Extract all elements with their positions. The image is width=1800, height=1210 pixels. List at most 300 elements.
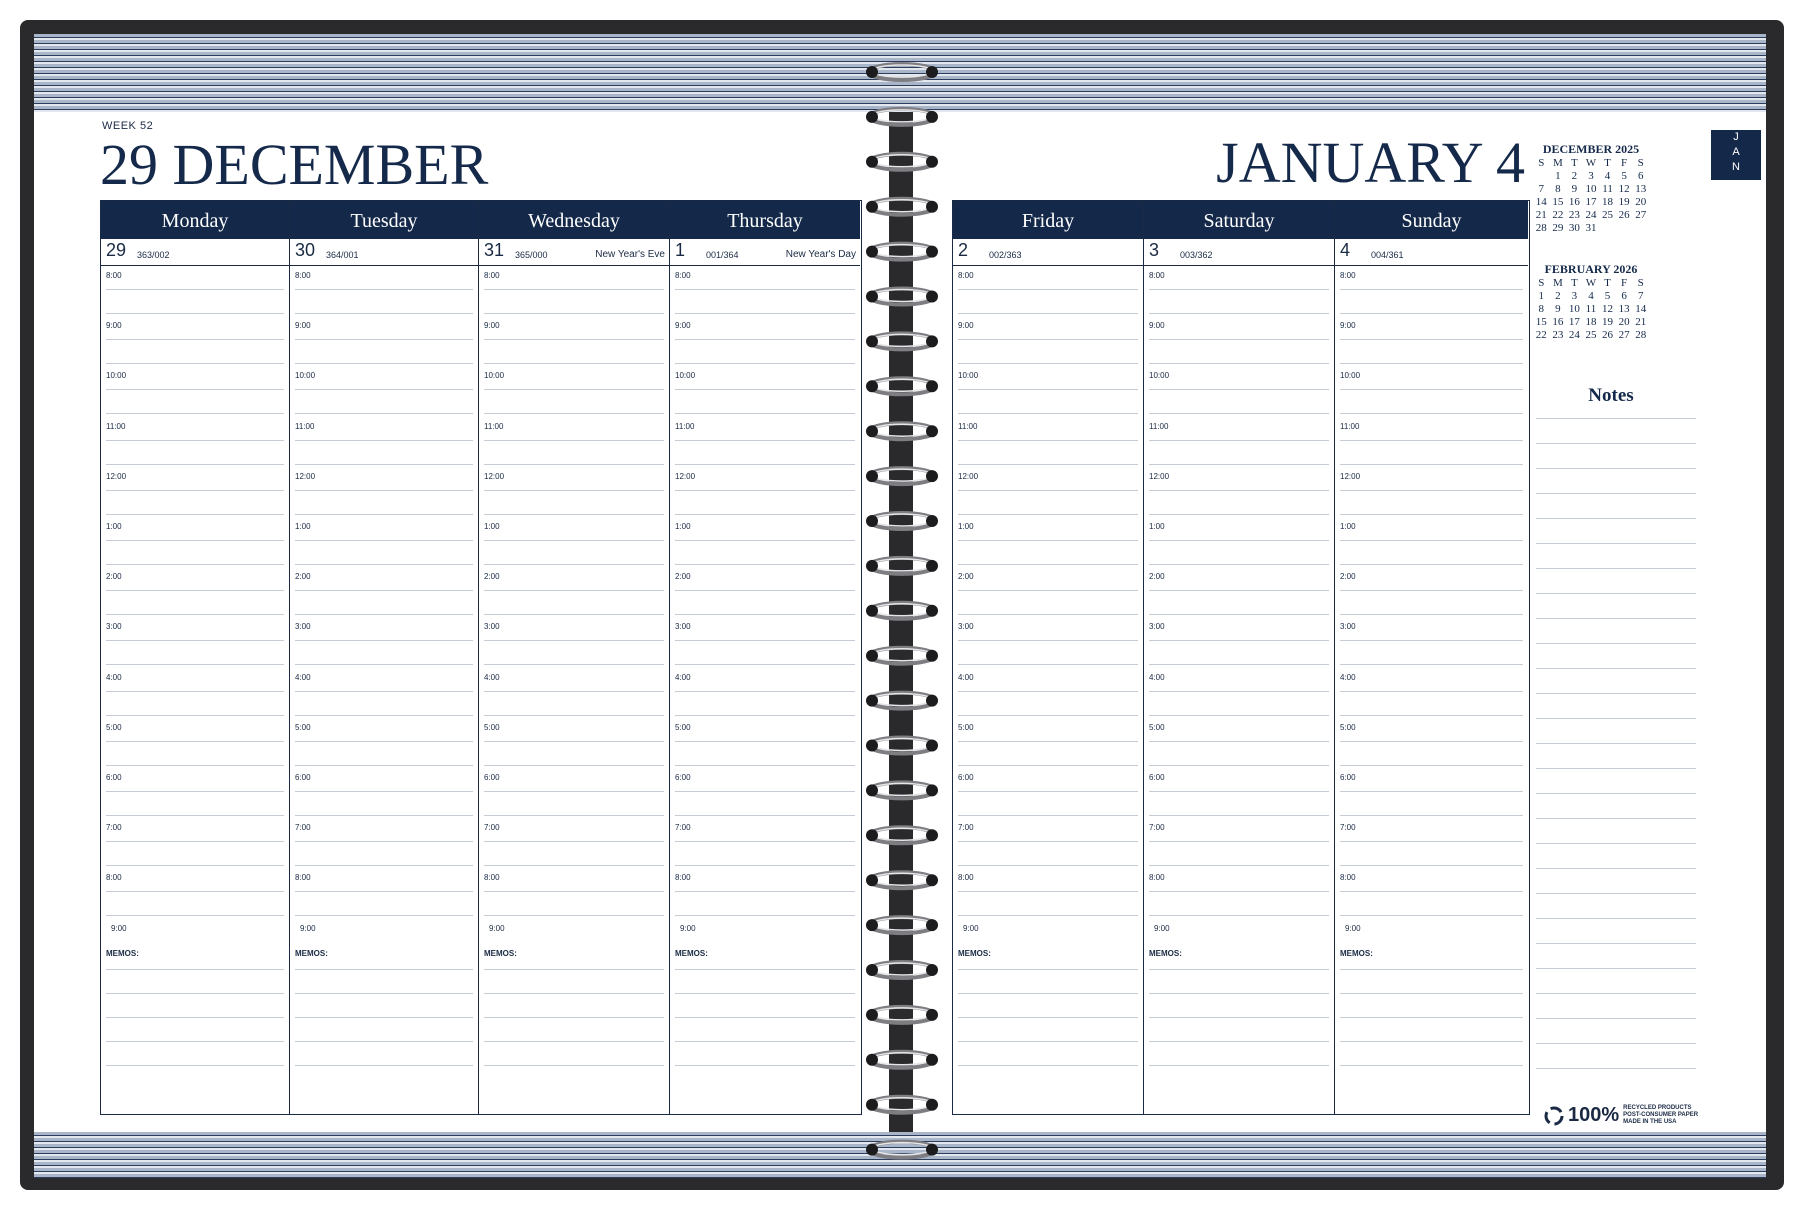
calendar-day[interactable]: 16 bbox=[1568, 196, 1580, 208]
calendar-day[interactable]: 19 bbox=[1602, 316, 1614, 328]
writing-line[interactable] bbox=[1340, 440, 1523, 441]
writing-line[interactable] bbox=[958, 791, 1138, 792]
writing-line[interactable] bbox=[484, 640, 664, 641]
calendar-day[interactable]: 24 bbox=[1585, 209, 1597, 221]
writing-line[interactable] bbox=[484, 815, 664, 816]
writing-line[interactable] bbox=[295, 440, 473, 441]
writing-line[interactable] bbox=[295, 564, 473, 565]
memo-line[interactable] bbox=[1149, 1041, 1329, 1042]
writing-line[interactable] bbox=[1340, 540, 1523, 541]
calendar-day[interactable]: 27 bbox=[1618, 329, 1630, 341]
memo-line[interactable] bbox=[106, 1041, 284, 1042]
calendar-day[interactable]: 24 bbox=[1568, 329, 1580, 341]
memo-line[interactable] bbox=[484, 1041, 664, 1042]
notes-line[interactable] bbox=[1536, 1018, 1696, 1019]
writing-line[interactable] bbox=[1340, 490, 1523, 491]
calendar-day[interactable]: 22 bbox=[1535, 329, 1547, 341]
writing-line[interactable] bbox=[484, 891, 664, 892]
writing-line[interactable] bbox=[1340, 590, 1523, 591]
writing-line[interactable] bbox=[106, 389, 284, 390]
calendar-day[interactable]: 6 bbox=[1621, 290, 1627, 302]
writing-line[interactable] bbox=[484, 464, 664, 465]
writing-line[interactable] bbox=[295, 891, 473, 892]
calendar-day[interactable]: 2 bbox=[1571, 170, 1578, 182]
memo-line[interactable] bbox=[675, 993, 855, 994]
notes-line[interactable] bbox=[1536, 618, 1696, 619]
writing-line[interactable] bbox=[106, 614, 284, 615]
writing-line[interactable] bbox=[106, 715, 284, 716]
writing-line[interactable] bbox=[958, 741, 1138, 742]
writing-line[interactable] bbox=[1340, 313, 1523, 314]
notes-line[interactable] bbox=[1536, 668, 1696, 669]
writing-line[interactable] bbox=[675, 815, 855, 816]
writing-line[interactable] bbox=[295, 289, 473, 290]
calendar-day[interactable]: 26 bbox=[1618, 209, 1630, 221]
writing-line[interactable] bbox=[1340, 564, 1523, 565]
writing-line[interactable] bbox=[675, 891, 855, 892]
writing-line[interactable] bbox=[1340, 413, 1523, 414]
writing-line[interactable] bbox=[1340, 640, 1523, 641]
calendar-day[interactable]: 1 bbox=[1555, 170, 1561, 182]
writing-line[interactable] bbox=[958, 664, 1138, 665]
calendar-day[interactable]: 28 bbox=[1535, 222, 1547, 234]
writing-line[interactable] bbox=[295, 791, 473, 792]
writing-line[interactable] bbox=[675, 564, 855, 565]
calendar-day[interactable]: 9 bbox=[1555, 303, 1561, 315]
writing-line[interactable] bbox=[1149, 741, 1329, 742]
writing-line[interactable] bbox=[675, 791, 855, 792]
writing-line[interactable] bbox=[484, 715, 664, 716]
writing-line[interactable] bbox=[1149, 614, 1329, 615]
calendar-day[interactable]: 7 bbox=[1538, 183, 1545, 195]
writing-line[interactable] bbox=[295, 715, 473, 716]
memo-line[interactable] bbox=[958, 993, 1138, 994]
calendar-day[interactable]: 7 bbox=[1637, 290, 1644, 302]
calendar-day[interactable]: 14 bbox=[1635, 303, 1647, 315]
memo-line[interactable] bbox=[958, 1041, 1138, 1042]
memo-line[interactable] bbox=[106, 1017, 284, 1018]
writing-line[interactable] bbox=[484, 490, 664, 491]
writing-line[interactable] bbox=[106, 313, 284, 314]
notes-line[interactable] bbox=[1536, 793, 1696, 794]
calendar-day[interactable]: 8 bbox=[1538, 303, 1545, 315]
writing-line[interactable] bbox=[1340, 765, 1523, 766]
writing-line[interactable] bbox=[295, 765, 473, 766]
notes-line[interactable] bbox=[1536, 818, 1696, 819]
writing-line[interactable] bbox=[1149, 514, 1329, 515]
writing-line[interactable] bbox=[484, 564, 664, 565]
writing-line[interactable] bbox=[1149, 791, 1329, 792]
writing-line[interactable] bbox=[106, 664, 284, 665]
writing-line[interactable] bbox=[295, 464, 473, 465]
writing-line[interactable] bbox=[675, 363, 855, 364]
writing-line[interactable] bbox=[675, 841, 855, 842]
notes-line[interactable] bbox=[1536, 743, 1696, 744]
calendar-day[interactable]: 13 bbox=[1618, 303, 1630, 315]
writing-line[interactable] bbox=[675, 339, 855, 340]
writing-line[interactable] bbox=[1340, 791, 1523, 792]
notes-line[interactable] bbox=[1536, 543, 1696, 544]
notes-line[interactable] bbox=[1536, 768, 1696, 769]
writing-line[interactable] bbox=[1149, 490, 1329, 491]
calendar-day[interactable]: 14 bbox=[1535, 196, 1547, 208]
memo-line[interactable] bbox=[295, 993, 473, 994]
memo-line[interactable] bbox=[1340, 1041, 1523, 1042]
memo-line[interactable] bbox=[958, 1065, 1138, 1066]
writing-line[interactable] bbox=[958, 815, 1138, 816]
memo-line[interactable] bbox=[106, 969, 284, 970]
writing-line[interactable] bbox=[484, 514, 664, 515]
notes-line[interactable] bbox=[1536, 943, 1696, 944]
writing-line[interactable] bbox=[106, 765, 284, 766]
writing-line[interactable] bbox=[958, 313, 1138, 314]
writing-line[interactable] bbox=[1149, 891, 1329, 892]
writing-line[interactable] bbox=[295, 514, 473, 515]
writing-line[interactable] bbox=[958, 640, 1138, 641]
writing-line[interactable] bbox=[675, 590, 855, 591]
writing-line[interactable] bbox=[958, 540, 1138, 541]
calendar-day[interactable]: 29 bbox=[1552, 222, 1564, 234]
memo-line[interactable] bbox=[106, 993, 284, 994]
writing-line[interactable] bbox=[958, 765, 1138, 766]
notes-line[interactable] bbox=[1536, 693, 1696, 694]
writing-line[interactable] bbox=[1340, 289, 1523, 290]
writing-line[interactable] bbox=[958, 691, 1138, 692]
writing-line[interactable] bbox=[1340, 614, 1523, 615]
calendar-day[interactable]: 20 bbox=[1618, 316, 1630, 328]
writing-line[interactable] bbox=[484, 691, 664, 692]
writing-line[interactable] bbox=[675, 389, 855, 390]
calendar-day[interactable]: 10 bbox=[1585, 183, 1597, 195]
writing-line[interactable] bbox=[958, 715, 1138, 716]
writing-line[interactable] bbox=[106, 815, 284, 816]
writing-line[interactable] bbox=[1340, 514, 1523, 515]
notes-line[interactable] bbox=[1536, 1068, 1696, 1069]
writing-line[interactable] bbox=[106, 640, 284, 641]
writing-line[interactable] bbox=[484, 865, 664, 866]
writing-line[interactable] bbox=[484, 590, 664, 591]
writing-line[interactable] bbox=[1149, 715, 1329, 716]
writing-line[interactable] bbox=[1340, 915, 1523, 916]
calendar-day[interactable]: 4 bbox=[1604, 170, 1611, 182]
notes-line[interactable] bbox=[1536, 718, 1696, 719]
writing-line[interactable] bbox=[484, 915, 664, 916]
notes-line[interactable] bbox=[1536, 643, 1696, 644]
writing-line[interactable] bbox=[106, 791, 284, 792]
writing-line[interactable] bbox=[106, 564, 284, 565]
memo-line[interactable] bbox=[1149, 969, 1329, 970]
calendar-day[interactable]: 12 bbox=[1602, 303, 1614, 315]
writing-line[interactable] bbox=[295, 413, 473, 414]
calendar-day[interactable]: 17 bbox=[1568, 316, 1580, 328]
writing-line[interactable] bbox=[295, 590, 473, 591]
calendar-day[interactable]: 16 bbox=[1552, 316, 1564, 328]
writing-line[interactable] bbox=[484, 413, 664, 414]
calendar-day[interactable]: 4 bbox=[1588, 290, 1594, 302]
writing-line[interactable] bbox=[675, 741, 855, 742]
writing-line[interactable] bbox=[1149, 339, 1329, 340]
memo-line[interactable] bbox=[958, 969, 1138, 970]
calendar-day[interactable]: 15 bbox=[1535, 316, 1547, 328]
writing-line[interactable] bbox=[1149, 765, 1329, 766]
writing-line[interactable] bbox=[295, 363, 473, 364]
writing-line[interactable] bbox=[958, 389, 1138, 390]
writing-line[interactable] bbox=[675, 289, 855, 290]
writing-line[interactable] bbox=[1149, 564, 1329, 565]
writing-line[interactable] bbox=[295, 540, 473, 541]
writing-line[interactable] bbox=[1149, 640, 1329, 641]
memo-line[interactable] bbox=[1149, 993, 1329, 994]
calendar-day[interactable]: 1 bbox=[1538, 290, 1545, 302]
writing-line[interactable] bbox=[106, 363, 284, 364]
memo-line[interactable] bbox=[106, 1065, 284, 1066]
calendar-day[interactable]: 5 bbox=[1621, 170, 1627, 182]
writing-line[interactable] bbox=[484, 741, 664, 742]
calendar-day[interactable]: 11 bbox=[1585, 303, 1597, 315]
writing-line[interactable] bbox=[106, 865, 284, 866]
calendar-day[interactable]: 27 bbox=[1635, 209, 1647, 221]
writing-line[interactable] bbox=[484, 440, 664, 441]
writing-line[interactable] bbox=[675, 440, 855, 441]
writing-line[interactable] bbox=[484, 389, 664, 390]
memo-line[interactable] bbox=[675, 1065, 855, 1066]
writing-line[interactable] bbox=[675, 640, 855, 641]
memo-line[interactable] bbox=[295, 969, 473, 970]
writing-line[interactable] bbox=[675, 514, 855, 515]
writing-line[interactable] bbox=[1149, 289, 1329, 290]
writing-line[interactable] bbox=[1149, 590, 1329, 591]
writing-line[interactable] bbox=[1149, 540, 1329, 541]
writing-line[interactable] bbox=[295, 691, 473, 692]
writing-line[interactable] bbox=[484, 841, 664, 842]
writing-line[interactable] bbox=[958, 440, 1138, 441]
writing-line[interactable] bbox=[106, 841, 284, 842]
writing-line[interactable] bbox=[1340, 815, 1523, 816]
writing-line[interactable] bbox=[675, 715, 855, 716]
writing-line[interactable] bbox=[1149, 865, 1329, 866]
writing-line[interactable] bbox=[106, 891, 284, 892]
writing-line[interactable] bbox=[1340, 741, 1523, 742]
notes-line[interactable] bbox=[1536, 918, 1696, 919]
writing-line[interactable] bbox=[484, 540, 664, 541]
writing-line[interactable] bbox=[675, 464, 855, 465]
memo-line[interactable] bbox=[484, 969, 664, 970]
notes-line[interactable] bbox=[1536, 868, 1696, 869]
memo-line[interactable] bbox=[675, 969, 855, 970]
notes-line[interactable] bbox=[1536, 968, 1696, 969]
calendar-day[interactable]: 30 bbox=[1568, 222, 1580, 234]
writing-line[interactable] bbox=[106, 915, 284, 916]
writing-line[interactable] bbox=[484, 339, 664, 340]
memo-line[interactable] bbox=[295, 1041, 473, 1042]
calendar-day[interactable]: 13 bbox=[1635, 183, 1647, 195]
notes-line[interactable] bbox=[1536, 593, 1696, 594]
writing-line[interactable] bbox=[106, 540, 284, 541]
writing-line[interactable] bbox=[1149, 440, 1329, 441]
writing-line[interactable] bbox=[1340, 841, 1523, 842]
writing-line[interactable] bbox=[295, 339, 473, 340]
calendar-day[interactable]: 25 bbox=[1602, 209, 1614, 221]
calendar-day[interactable]: 15 bbox=[1552, 196, 1564, 208]
writing-line[interactable] bbox=[675, 313, 855, 314]
writing-line[interactable] bbox=[106, 339, 284, 340]
calendar-day[interactable]: 8 bbox=[1555, 183, 1561, 195]
writing-line[interactable] bbox=[295, 841, 473, 842]
writing-line[interactable] bbox=[484, 765, 664, 766]
writing-line[interactable] bbox=[106, 413, 284, 414]
memo-line[interactable] bbox=[1340, 1065, 1523, 1066]
writing-line[interactable] bbox=[1340, 715, 1523, 716]
memo-line[interactable] bbox=[1340, 1017, 1523, 1018]
writing-line[interactable] bbox=[958, 915, 1138, 916]
writing-line[interactable] bbox=[675, 413, 855, 414]
writing-line[interactable] bbox=[295, 741, 473, 742]
writing-line[interactable] bbox=[484, 664, 664, 665]
notes-line[interactable] bbox=[1536, 518, 1696, 519]
notes-line[interactable] bbox=[1536, 418, 1696, 419]
writing-line[interactable] bbox=[1149, 313, 1329, 314]
writing-line[interactable] bbox=[1340, 891, 1523, 892]
writing-line[interactable] bbox=[295, 815, 473, 816]
calendar-day[interactable]: 22 bbox=[1552, 209, 1564, 221]
writing-line[interactable] bbox=[295, 614, 473, 615]
writing-line[interactable] bbox=[106, 590, 284, 591]
calendar-day[interactable]: 31 bbox=[1585, 222, 1597, 234]
writing-line[interactable] bbox=[295, 640, 473, 641]
writing-line[interactable] bbox=[295, 313, 473, 314]
calendar-day[interactable]: 6 bbox=[1637, 170, 1644, 182]
calendar-day[interactable]: 3 bbox=[1571, 290, 1578, 302]
writing-line[interactable] bbox=[1340, 363, 1523, 364]
calendar-day[interactable]: 21 bbox=[1635, 316, 1647, 328]
writing-line[interactable] bbox=[295, 865, 473, 866]
writing-line[interactable] bbox=[1340, 664, 1523, 665]
writing-line[interactable] bbox=[106, 490, 284, 491]
calendar-day[interactable]: 19 bbox=[1618, 196, 1630, 208]
calendar-day[interactable]: 23 bbox=[1568, 209, 1580, 221]
writing-line[interactable] bbox=[106, 289, 284, 290]
writing-line[interactable] bbox=[1149, 915, 1329, 916]
writing-line[interactable] bbox=[958, 590, 1138, 591]
notes-line[interactable] bbox=[1536, 493, 1696, 494]
writing-line[interactable] bbox=[1340, 464, 1523, 465]
writing-line[interactable] bbox=[675, 664, 855, 665]
memo-line[interactable] bbox=[675, 1017, 855, 1018]
memo-line[interactable] bbox=[1149, 1065, 1329, 1066]
writing-line[interactable] bbox=[958, 564, 1138, 565]
writing-line[interactable] bbox=[106, 440, 284, 441]
calendar-day[interactable]: 10 bbox=[1568, 303, 1580, 315]
memo-line[interactable] bbox=[484, 1065, 664, 1066]
calendar-day[interactable]: 18 bbox=[1602, 196, 1614, 208]
memo-line[interactable] bbox=[1340, 969, 1523, 970]
writing-line[interactable] bbox=[106, 514, 284, 515]
calendar-day[interactable]: 11 bbox=[1602, 183, 1613, 195]
writing-line[interactable] bbox=[106, 741, 284, 742]
writing-line[interactable] bbox=[958, 339, 1138, 340]
writing-line[interactable] bbox=[958, 614, 1138, 615]
writing-line[interactable] bbox=[1149, 841, 1329, 842]
notes-line[interactable] bbox=[1536, 1043, 1696, 1044]
writing-line[interactable] bbox=[675, 540, 855, 541]
writing-line[interactable] bbox=[958, 865, 1138, 866]
calendar-day[interactable]: 5 bbox=[1604, 290, 1611, 302]
writing-line[interactable] bbox=[958, 841, 1138, 842]
writing-line[interactable] bbox=[1340, 389, 1523, 390]
writing-line[interactable] bbox=[1340, 339, 1523, 340]
calendar-day[interactable]: 21 bbox=[1535, 209, 1547, 221]
notes-line[interactable] bbox=[1536, 468, 1696, 469]
writing-line[interactable] bbox=[484, 614, 664, 615]
calendar-day[interactable]: 25 bbox=[1585, 329, 1597, 341]
writing-line[interactable] bbox=[1149, 413, 1329, 414]
month-tab-jan[interactable] bbox=[1711, 130, 1761, 180]
calendar-day[interactable]: 26 bbox=[1602, 329, 1614, 341]
notes-line[interactable] bbox=[1536, 893, 1696, 894]
writing-line[interactable] bbox=[958, 891, 1138, 892]
writing-line[interactable] bbox=[295, 915, 473, 916]
writing-line[interactable] bbox=[1149, 389, 1329, 390]
writing-line[interactable] bbox=[958, 464, 1138, 465]
writing-line[interactable] bbox=[675, 765, 855, 766]
memo-line[interactable] bbox=[958, 1017, 1138, 1018]
writing-line[interactable] bbox=[295, 664, 473, 665]
writing-line[interactable] bbox=[675, 490, 855, 491]
writing-line[interactable] bbox=[1340, 865, 1523, 866]
writing-line[interactable] bbox=[675, 691, 855, 692]
calendar-day[interactable]: 28 bbox=[1635, 329, 1647, 341]
calendar-day[interactable]: 12 bbox=[1618, 183, 1630, 195]
writing-line[interactable] bbox=[484, 313, 664, 314]
notes-line[interactable] bbox=[1536, 568, 1696, 569]
memo-line[interactable] bbox=[675, 1041, 855, 1042]
memo-line[interactable] bbox=[1149, 1017, 1329, 1018]
calendar-day[interactable]: 17 bbox=[1585, 196, 1597, 208]
writing-line[interactable] bbox=[1149, 691, 1329, 692]
memo-line[interactable] bbox=[295, 1017, 473, 1018]
writing-line[interactable] bbox=[1149, 664, 1329, 665]
calendar-day[interactable]: 9 bbox=[1571, 183, 1578, 195]
writing-line[interactable] bbox=[675, 865, 855, 866]
calendar-day[interactable]: 18 bbox=[1585, 316, 1597, 328]
writing-line[interactable] bbox=[675, 915, 855, 916]
writing-line[interactable] bbox=[958, 490, 1138, 491]
writing-line[interactable] bbox=[295, 389, 473, 390]
memo-line[interactable] bbox=[295, 1065, 473, 1066]
writing-line[interactable] bbox=[675, 614, 855, 615]
writing-line[interactable] bbox=[958, 363, 1138, 364]
writing-line[interactable] bbox=[958, 514, 1138, 515]
notes-line[interactable] bbox=[1536, 843, 1696, 844]
writing-line[interactable] bbox=[1149, 815, 1329, 816]
writing-line[interactable] bbox=[106, 464, 284, 465]
writing-line[interactable] bbox=[958, 289, 1138, 290]
writing-line[interactable] bbox=[484, 791, 664, 792]
calendar-day[interactable]: 2 bbox=[1555, 290, 1561, 302]
calendar-day[interactable]: 20 bbox=[1635, 196, 1647, 208]
writing-line[interactable] bbox=[295, 490, 473, 491]
writing-line[interactable] bbox=[106, 691, 284, 692]
memo-line[interactable] bbox=[484, 1017, 664, 1018]
calendar-day[interactable]: 23 bbox=[1552, 329, 1564, 341]
writing-line[interactable] bbox=[1340, 691, 1523, 692]
writing-line[interactable] bbox=[958, 413, 1138, 414]
writing-line[interactable] bbox=[1149, 363, 1329, 364]
writing-line[interactable] bbox=[1149, 464, 1329, 465]
notes-line[interactable] bbox=[1536, 993, 1696, 994]
writing-line[interactable] bbox=[484, 289, 664, 290]
memo-line[interactable] bbox=[484, 993, 664, 994]
